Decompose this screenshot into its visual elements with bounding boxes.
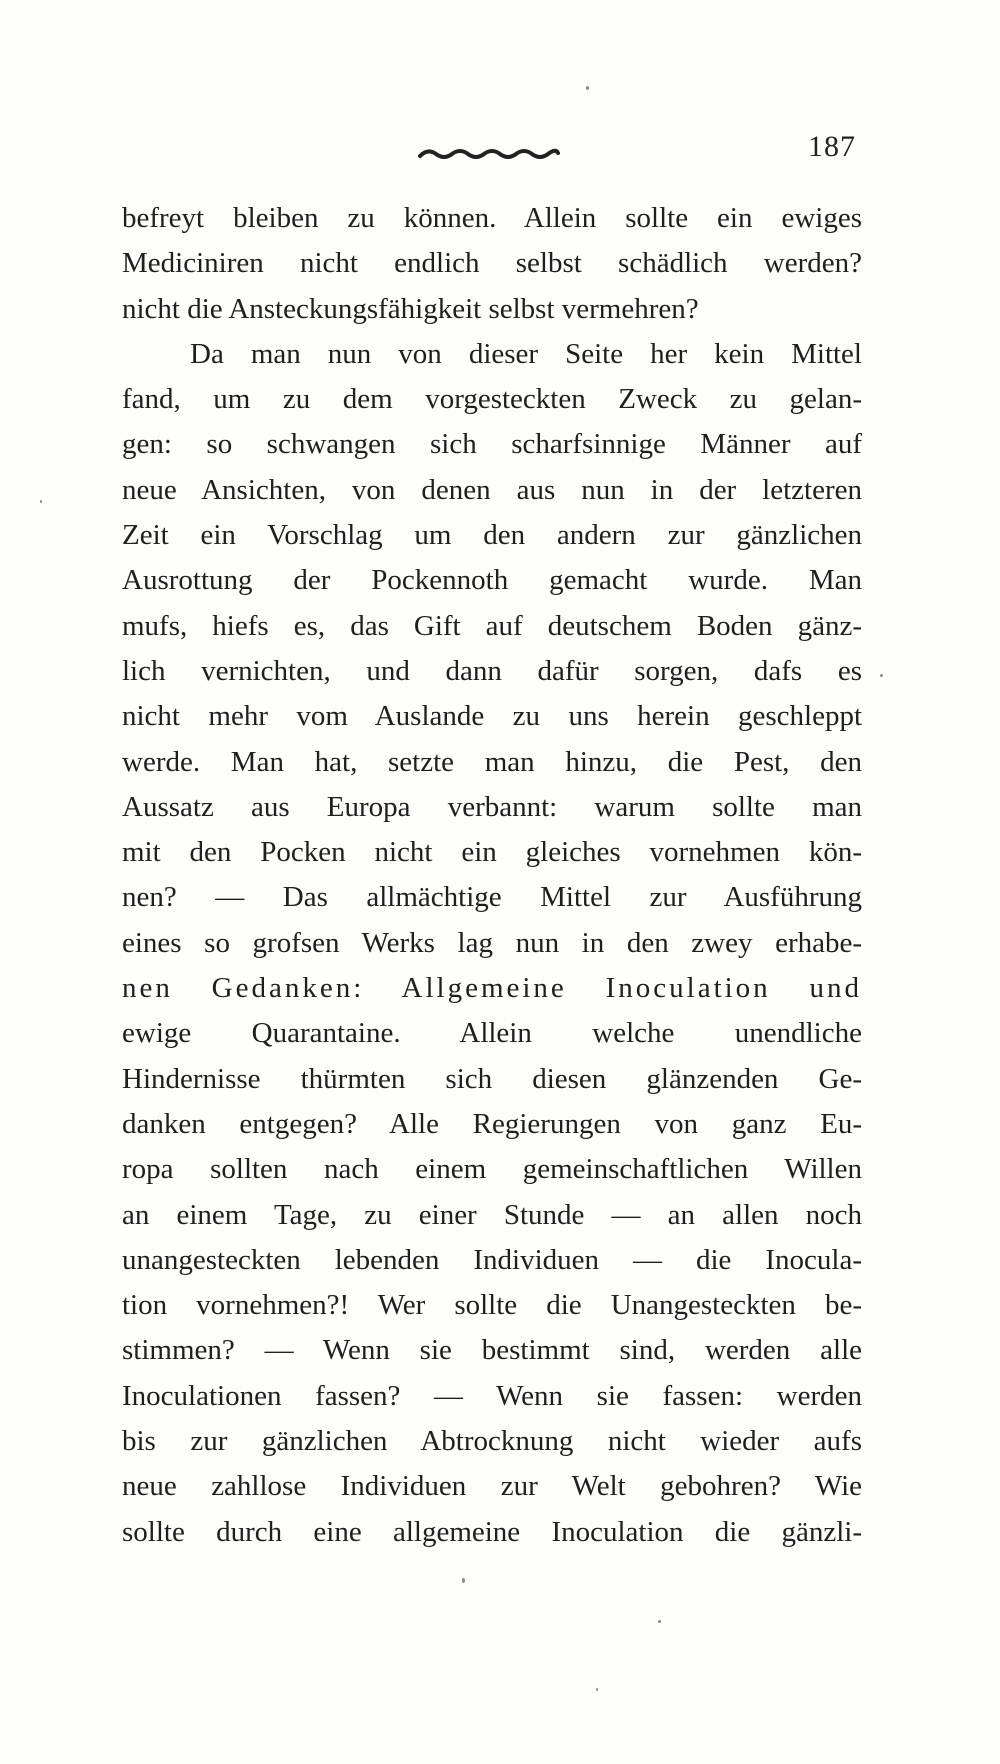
text-line: lich vernichten, und dann dafür sorgen, dafs es: [122, 654, 862, 687]
text-line: stimmen? — Wenn sie bestimmt sind, werden alle: [122, 1334, 862, 1367]
scan-speck: [596, 1688, 598, 1691]
text-line: unangesteckten lebenden Individuen — die Inocula-: [122, 1243, 862, 1276]
text-line: gen: so schwangen sich scharfsinnige Männer auf: [122, 428, 862, 461]
text-line: bis zur gänzlichen Abtrocknung nicht wieder aufs: [122, 1425, 862, 1458]
text-line: Ausrottung der Pockennoth gemacht wurde. Man: [122, 564, 862, 597]
text-line: Mediciniren nicht endlich selbst schädlich werden?: [122, 247, 862, 280]
text-line: nen? — Das allmächtige Mittel zur Ausführung: [122, 881, 862, 914]
text-line: nen Gedanken: Allgemeine Inoculation und: [122, 972, 862, 1005]
text-line: Zeit ein Vorschlag um den andern zur gänzlichen: [122, 519, 862, 552]
text-line: Aussatz aus Europa verbannt: warum sollte man: [122, 790, 862, 823]
text-line: nicht mehr vom Auslande zu uns herein geschleppt: [122, 700, 862, 733]
text-line: nicht die Ansteckungsfähigkeit selbst vermehren?: [122, 292, 699, 325]
scan-speck: [40, 500, 42, 503]
text-line: Inoculationen fassen? — Wenn sie fassen: werden: [122, 1379, 862, 1412]
text-line: eines so grofsen Werks lag nun in den zwey erhabe-: [122, 926, 862, 959]
page-header: [0, 130, 1000, 190]
page-number: 187: [808, 130, 856, 163]
scan-speck: [586, 86, 589, 90]
text-line: mufs, hiefs es, das Gift auf deutschem Boden gänz-: [122, 609, 862, 642]
text-line: Hindernisse thürmten sich diesen glänzenden Ge-: [122, 1062, 862, 1095]
text-line: neue Ansichten, von denen aus nun in der letzteren: [122, 473, 862, 506]
scan-speck: [658, 1620, 661, 1623]
text-line: tion vornehmen?! Wer sollte die Unangesteckten be-: [122, 1289, 862, 1322]
text-line: werde. Man hat, setzte man hinzu, die Pest, den: [122, 745, 862, 778]
text-line: befreyt bleiben zu können. Allein sollte ein ewiges: [122, 202, 862, 234]
text-line: danken entgegen? Alle Regierungen von ganz Eu-: [122, 1107, 862, 1140]
text-line: an einem Tage, zu einer Stunde — an allen noch: [122, 1198, 862, 1231]
text-line: Da man nun von dieser Seite her kein Mittel: [190, 337, 862, 370]
text-line: fand, um zu dem vorgesteckten Zweck zu gelan-: [122, 383, 862, 416]
text-line: sollte durch eine allgemeine Inoculation die gänzli-: [122, 1515, 862, 1548]
text-line: neue zahllose Individuen zur Welt gebohren? Wie: [122, 1470, 862, 1503]
text-line: mit den Pocken nicht ein gleiches vornehmen kön-: [122, 836, 862, 869]
wavy-rule-ornament-icon: [418, 144, 560, 164]
scan-speck: [462, 1578, 465, 1583]
text-line: ropa sollten nach einem gemeinschaftlichen Willen: [122, 1153, 862, 1186]
body-text: [122, 196, 862, 1555]
text-line: ewige Quarantaine. Allein welche unendliche: [122, 1017, 862, 1050]
scan-speck: [880, 674, 883, 677]
